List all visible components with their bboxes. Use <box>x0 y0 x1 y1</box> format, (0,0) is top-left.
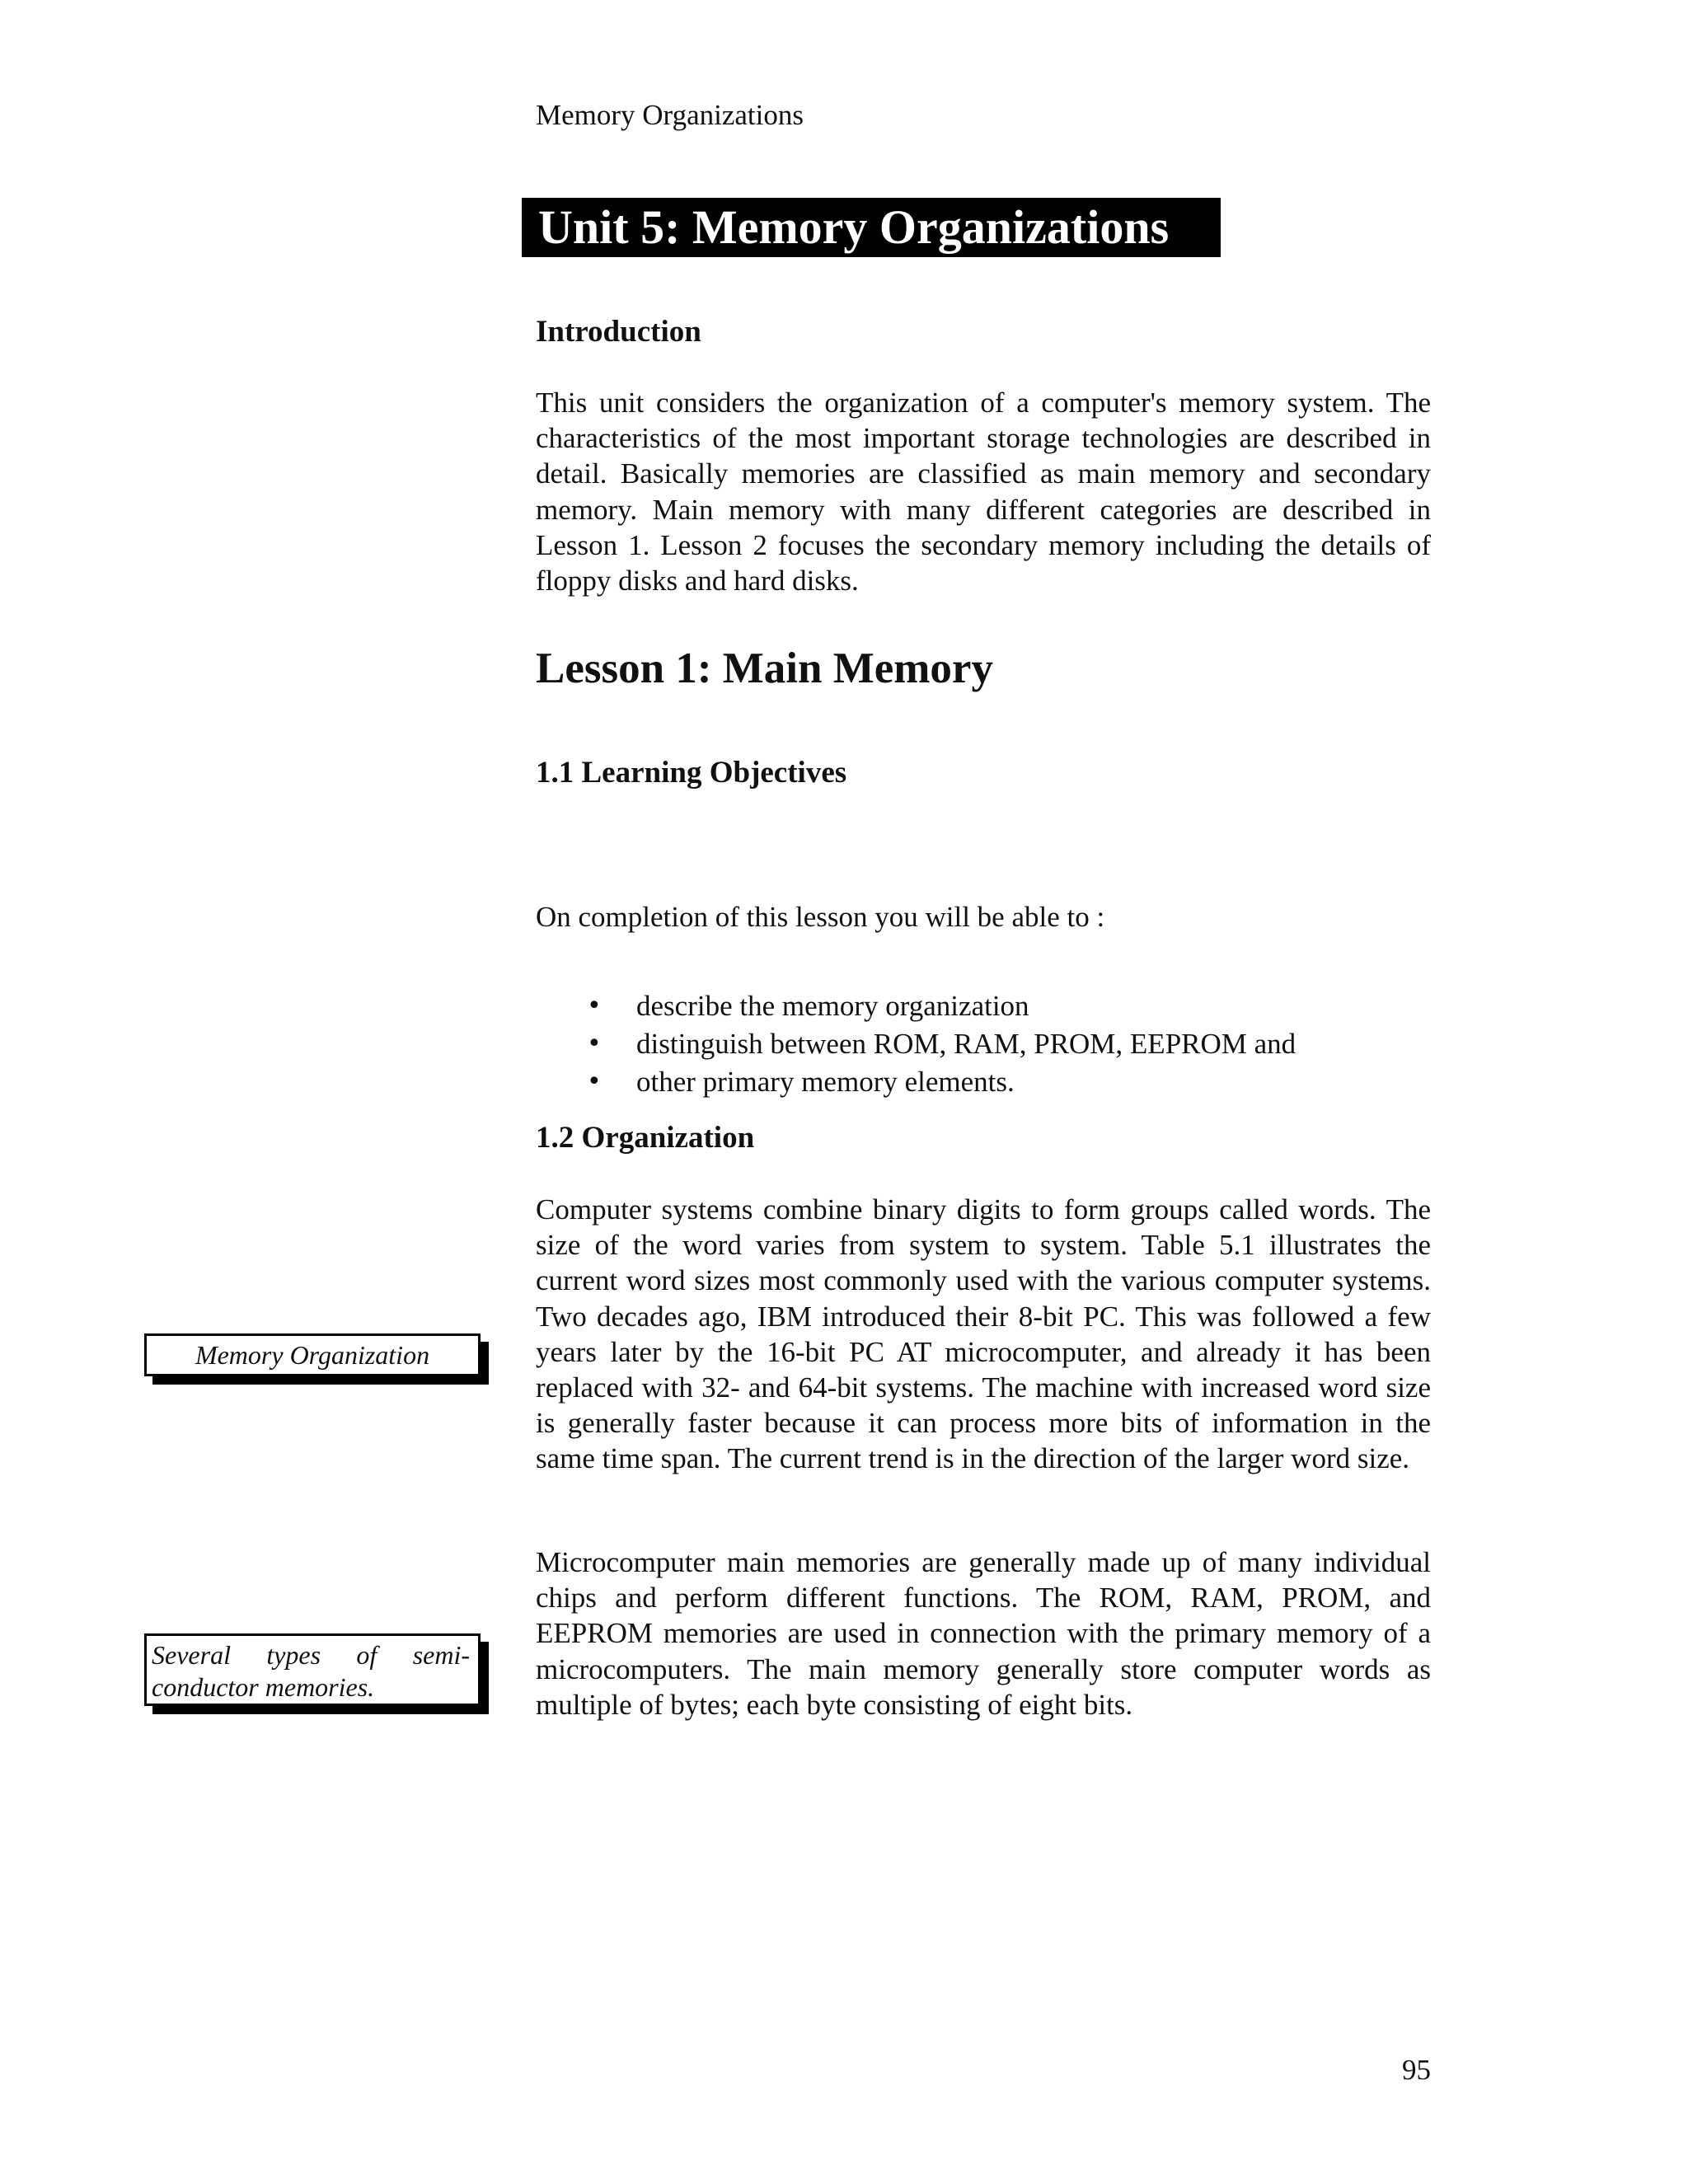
objective-text: distinguish between ROM, RAM, PROM, EEPROM and <box>636 1028 1296 1060</box>
objective-text: other primary memory elements. <box>636 1066 1015 1098</box>
bullet-icon: • <box>587 1029 602 1058</box>
organization-paragraph-1: Computer systems combine binary digits to form groups called words. The size of the word varies from system to system. Table 5.1 illustrates the current word sizes most commonly used with the various computer systems. Two decades ago, IBM introduced their 8-bit PC. This was followed a few years later by the 16-bit PC AT microcomputer, and already it has been replaced with 32- and 64-bit systems. The machine with increased word size is generally faster because it can process more bits of information in the same time span. The current trend is in the direction of the larger word size. <box>536 1193 1431 1475</box>
list-item <box>536 1025 1431 1063</box>
objective-text: describe the memory organization <box>636 990 1029 1022</box>
introduction-paragraph: This unit considers the organization of a computer's memory system. The characteristics of the most important storage technologies are described in detail. Basically memories are classified as main memory and secondary memory. Main memory with many different categories are described in Lesson 1. Lesson 2 focuses the secondary memory including the details of floppy disks and hard disks. <box>536 387 1431 598</box>
bullet-icon: • <box>587 1067 602 1096</box>
unit-title-banner: Unit 5: Memory Organizations <box>522 198 1221 257</box>
organization-paragraph-2: Microcomputer main memories are generally made up of many individual chips and perform different functions. The ROM, RAM, PROM, and EEPROM memories are used in connection with the primary memory of a microcomputers. The main memory generally store computer words as multiple of bytes; each byte consisting of eight bits. <box>536 1546 1431 1721</box>
organization-heading: 1.2 Organization <box>536 1121 755 1155</box>
lesson-heading: Lesson 1: Main Memory <box>536 644 993 692</box>
introduction-heading: Introduction <box>536 315 701 349</box>
running-header: Memory Organizations <box>536 99 804 131</box>
objectives-list <box>536 987 1431 1101</box>
objectives-lead: On completion of this lesson you will be able to : <box>536 901 1105 933</box>
list-item <box>536 987 1431 1025</box>
page-number: 95 <box>1402 2054 1431 2086</box>
bullet-icon: • <box>587 991 602 1020</box>
learning-objectives-heading: 1.1 Learning Objectives <box>536 756 847 790</box>
list-item <box>536 1063 1431 1101</box>
margin-note-semiconductor-memories: Several types of semi-conductor memories. <box>144 1633 481 1706</box>
margin-note-memory-organization: Memory Organization <box>144 1333 481 1376</box>
